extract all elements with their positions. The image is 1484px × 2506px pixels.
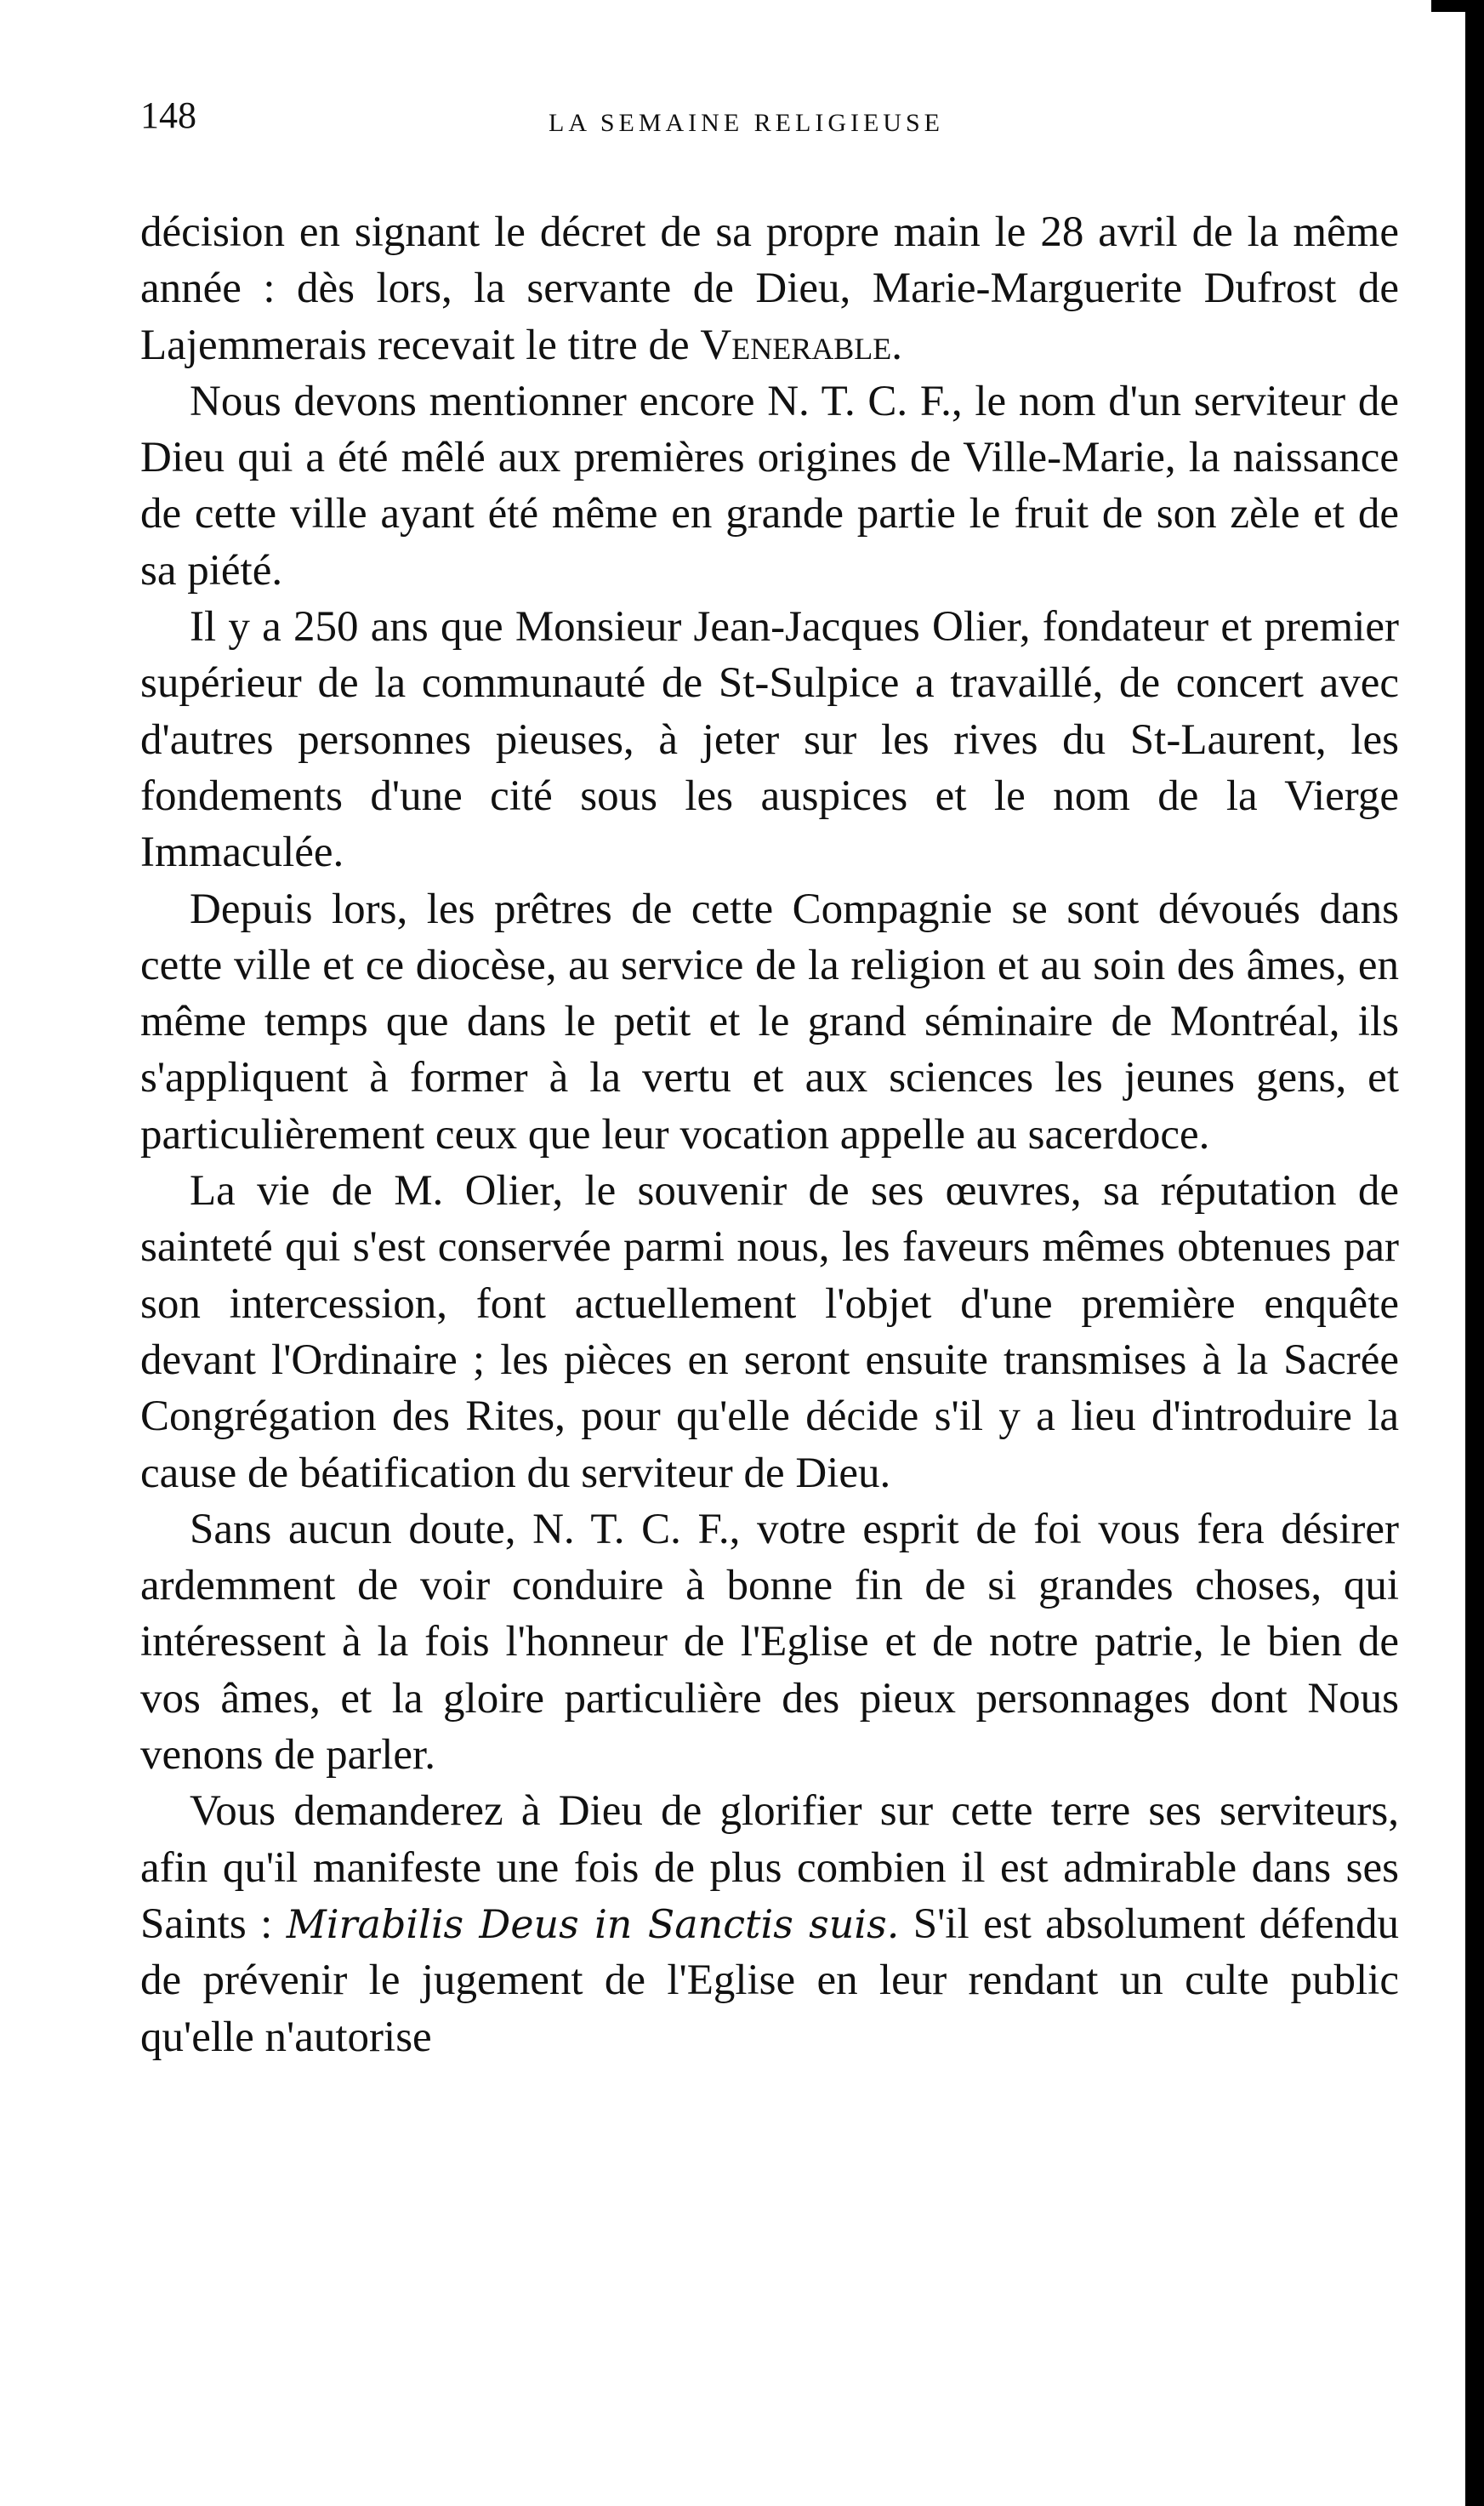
paragraph-1-text: décision en signant le décret de sa propre main le 28 avril de la même année : dès lors, la servante de Dieu, Marie-Marguerite Dufrost de Lajemmerais recevait le titre de [140, 208, 1399, 369]
paragraph-5: La vie de M. Olier, le souvenir de ses œuvres, sa réputation de sainteté qui s'est conservée parmi nous, les faveurs mêmes obtenues par son intercession, font actuellement l'objet d'une première enquête devant l'Ordinaire ; les pièces en seront ensuite transmises à la Sacrée Congrégation des Rites, pour qu'elle décide s'il y a lieu d'introduire la cause de béatification du serviteur de Dieu. [140, 1167, 1399, 1497]
latin-quote: Mirabilis Deus in Sanctis suis. [286, 1900, 900, 1947]
paragraph-4: Depuis lors, les prêtres de cette Compagnie se sont dévoués dans cette ville et ce diocèse, au service de la religion et au soin des âmes, en même temps que dans le petit et le grand séminaire de Montréal, ils s'appliquent à former à la vertu et aux sciences les jeunes gens, et particulièrement ceux que leur vocation appelle au sacerdoce. [140, 885, 1399, 1159]
paragraph-7-text: Vous demanderez à Dieu de glorifier sur cette terre ses serviteurs, afin qu'il manifeste une fois de plus combien il est admirable dans ses Saints : [140, 1787, 1399, 1948]
page-header [140, 94, 1399, 155]
scan-edge-border [1465, 0, 1484, 2506]
paragraph-7-end: S'il est absolument défendu de prévenir le jugement de l'Eglise en leur rendant un culte public qu'elle n'autorise [140, 1899, 1399, 2061]
paragraph-2: Nous devons mentionner encore N. T. C. F., le nom d'un serviteur de Dieu qui a été mêlé aux premières origines de Ville-Marie, la naissance de cette ville ayant été même en grande partie le fruit de son zèle et de sa piété. [140, 377, 1399, 595]
paragraph-3: Il y a 250 ans que Monsieur Jean-Jacques Olier, fondateur et premier supérieur de la communauté de St-Sulpice a travaillé, de concert avec d'autres personnes pieuses, à jeter sur les rives du St-Laurent, les fondements d'une cité sous les auspices et le nom de la Vierge Immaculée. [140, 603, 1399, 877]
venerable-title: Venerable [700, 321, 892, 369]
paragraph-6: Sans aucun doute, N. T. C. F., votre esprit de foi vous fera désirer ardemment de voir conduire à bonne fin de si grandes choses, qui intéressent à la fois l'honneur de l'Eglise et de notre patrie, le bien de vos âmes, et la gloire particulière des pieux personnages dont Nous venons de parler. [140, 1505, 1399, 1780]
paragraph-1-end: . [891, 321, 902, 369]
paragraph-7 [140, 1783, 1399, 2065]
scan-edge-notch [1431, 0, 1465, 12]
running-head: LA SEMAINE RELIGIEUSE [549, 109, 944, 137]
page-number: 148 [140, 94, 196, 136]
paragraph-1 [140, 204, 1399, 373]
body-text [140, 204, 1399, 2065]
document-page [140, 94, 1399, 2065]
